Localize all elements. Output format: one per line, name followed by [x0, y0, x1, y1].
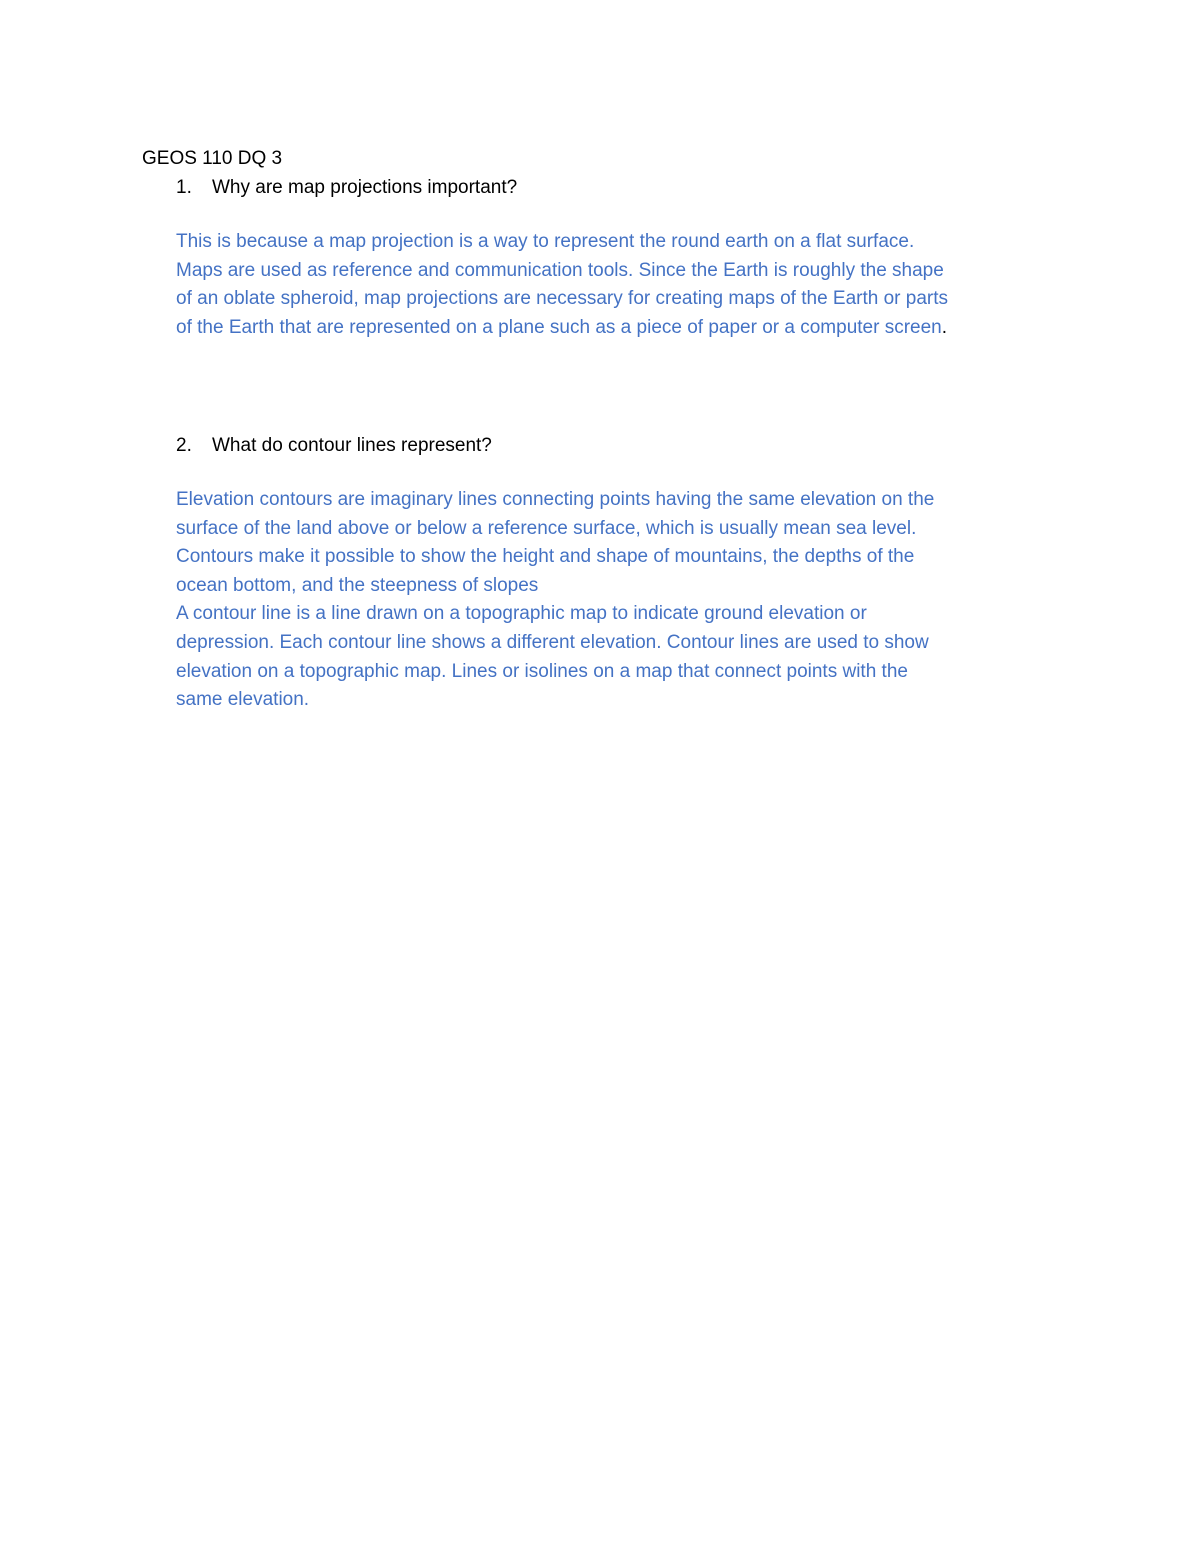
answer-line: ocean bottom, and the steepness of slopes — [176, 574, 539, 596]
answer-line: Contours make it possible to show the height and shape of mountains, the depths of the — [176, 546, 915, 568]
answer-2 — [176, 486, 1076, 715]
question-text: Why are map projections important? — [212, 177, 518, 198]
answer-line: A contour line is a line drawn on a topographic map to indicate ground elevation or — [176, 603, 867, 625]
answer-line: depression. Each contour line shows a different elevation. Contour lines are used to show — [176, 631, 929, 653]
answer-line: elevation on a topographic map. Lines or isolines on a map that connect points with the — [176, 660, 908, 682]
answer-1 — [176, 228, 1076, 342]
answer-line: surface of the land above or below a reference surface, which is usually mean sea level. — [176, 517, 917, 539]
question-number: 1. — [176, 177, 192, 198]
answer-line-last — [176, 314, 1076, 343]
question-text: What do contour lines represent? — [212, 435, 492, 456]
answer-line: This is because a map projection is a way to represent the round earth on a flat surface. — [176, 231, 915, 252]
answer-line: of an oblate spheroid, map projections are necessary for creating maps of the Earth or parts — [176, 288, 949, 310]
document-title: GEOS 110 DQ 3 — [142, 148, 283, 169]
answer-line-text: of the Earth that are represented on a plane such as a piece of paper or a computer screen — [176, 316, 942, 338]
answer-end-period: . — [941, 316, 948, 338]
question-number: 2. — [176, 435, 192, 456]
answer-line: Maps are used as reference and communication tools. Since the Earth is roughly the shape — [176, 259, 944, 281]
answer-line: same elevation. — [176, 689, 310, 711]
answer-line: Elevation contours are imaginary lines connecting points having the same elevation on the — [176, 489, 935, 510]
